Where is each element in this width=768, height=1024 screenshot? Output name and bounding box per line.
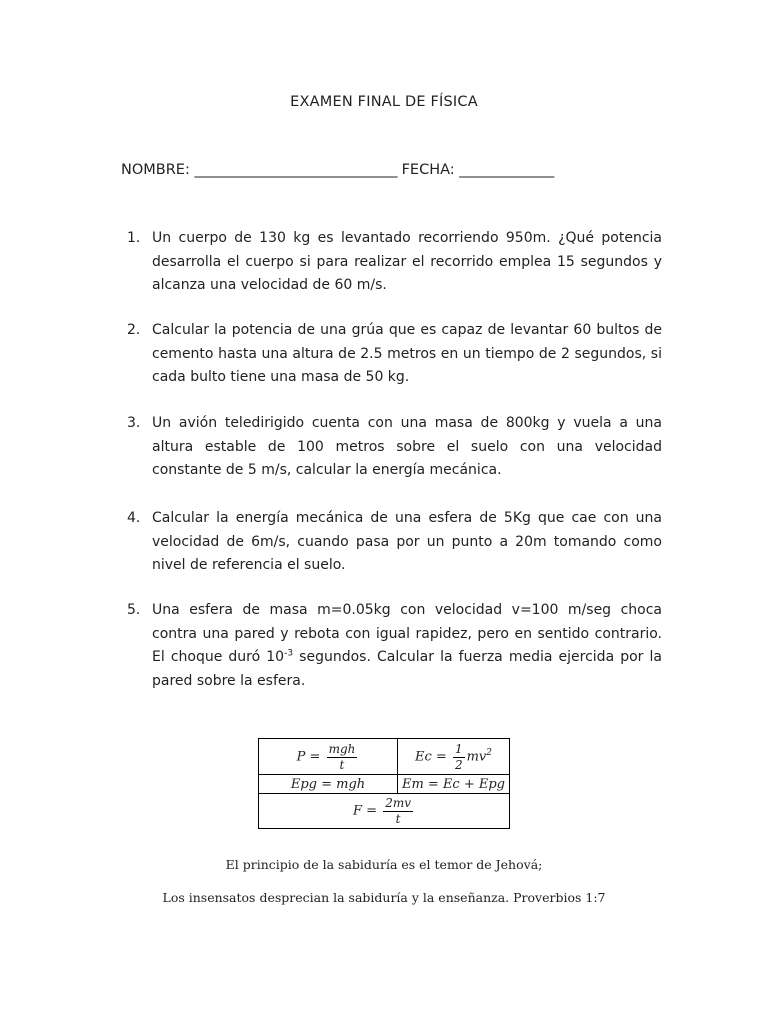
question-4 xyxy=(127,507,662,578)
question-number: 5. xyxy=(127,602,141,618)
question-number: 1. xyxy=(127,230,141,246)
question-number: 2. xyxy=(127,322,141,338)
question-1 xyxy=(127,227,662,298)
exam-title: EXAMEN FINAL DE FÍSICA xyxy=(290,94,478,110)
name-label: NOMBRE: xyxy=(121,162,190,178)
force-formula: F = $\frac{2mv}{t}$ xyxy=(259,794,510,829)
date-label: FECHA: xyxy=(401,162,455,178)
formula-table xyxy=(258,738,510,829)
power-formula: P = $\frac{\text{mgh}}{t}$ xyxy=(259,739,398,775)
kinetic-energy-formula: Ec = $\frac{1}{2}$ $mv^2$ xyxy=(398,739,510,775)
question-number: 4. xyxy=(127,510,141,526)
mechanical-energy-formula: Em = Ec + Epg xyxy=(398,775,510,794)
question-5 xyxy=(127,599,662,693)
question-text: Un avión teledirigido cuenta con una masa de 800kg y vuela a una altura estable de 100 metros sobre el suelo con una velocidad constante de 5 m/s, calcular la energía mecánica. xyxy=(152,415,662,478)
exponent: -3 xyxy=(284,648,294,659)
question-text: Calcular la potencia de una grúa que es capaz de levantar 60 bultos de cemento hasta una altura de 2.5 metros en un tiempo de 2 segundos, si cada bulto tiene una masa de 50 kg. xyxy=(152,322,662,385)
quote-line-2: Los insensatos desprecian la sabiduría y la enseñanza. Proverbios 1:7 xyxy=(162,890,606,905)
question-text: Un cuerpo de 130 kg es levantado recorriendo 950m. ¿Qué potencia desarrolla el cuerpo si para realizar el recorrido emplea 15 segundos y alcanza una velocidad de 60 m/s. xyxy=(152,230,662,293)
name-blank: ______________________________ xyxy=(194,162,397,178)
question-3 xyxy=(127,412,662,483)
date-blank: ______________ xyxy=(459,162,554,178)
student-header xyxy=(121,162,681,178)
question-text: Una esfera de masa m=0.05kg con velocidad v=100 m/seg choca contra una pared y rebota con igual rapidez, pero en sentido contrario. El choque duró $10^{-3}$ segundos. Calcular la fuerza media ejercida por la pared sobre la esfera. xyxy=(152,602,662,689)
question-text: Calcular la energía mecánica de una esfera de 5Kg que cae con una velocidad de 6m/s, cuando pasa por un punto a 20m tomando como nivel de referencia el suelo. xyxy=(152,510,662,573)
potential-energy-formula: Epg = mgh xyxy=(259,775,398,794)
quote-line-1: El principio de la sabiduría es el temor de Jehová; xyxy=(225,857,543,872)
question-2 xyxy=(127,319,662,390)
question-number: 3. xyxy=(127,415,141,431)
